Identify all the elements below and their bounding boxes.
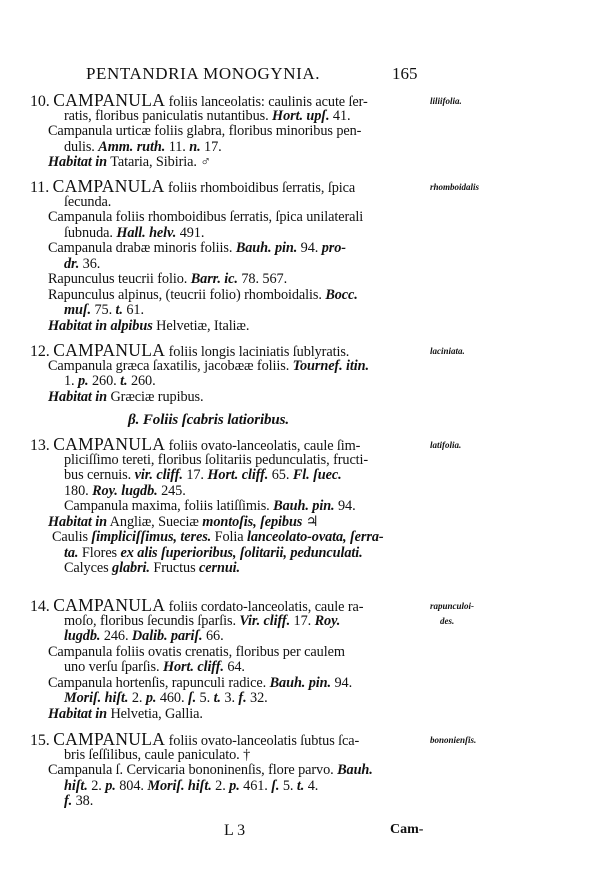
- italic-text: ſimpliciſſimus, teres.: [91, 529, 212, 545]
- synonym-line: [48, 762, 373, 778]
- synonym-line: [48, 123, 361, 139]
- roman-text: 36.: [79, 255, 101, 272]
- roman-text: 3.: [220, 690, 239, 706]
- roman-text: 65.: [268, 467, 293, 483]
- diagnosis-cont-line: [64, 498, 356, 514]
- roman-text: foliis ovato-lanceolatis, caule ſim-: [165, 438, 361, 454]
- italic-text: n.: [189, 138, 201, 155]
- italic-text: p.: [229, 777, 240, 794]
- diagnosis-cont-line: [64, 108, 350, 124]
- roman-text: 461.: [239, 777, 272, 794]
- roman-text: foliis cordato-lanceolatis, caule ra-: [165, 599, 364, 615]
- diagnosis-cont-line: [64, 747, 250, 763]
- italic-text: Hort. cliff.: [162, 659, 224, 675]
- roman-text: Campanula maxima, foliis latiſſimis.: [64, 498, 274, 514]
- roman-text: dulis.: [64, 138, 99, 155]
- roman-text: 17.: [290, 612, 315, 629]
- roman-text: foliis ovato-lanceolatis ſubtus ſca-: [165, 733, 360, 749]
- italic-text: lanceolato-ovata, ſerra-: [246, 529, 384, 545]
- italic-text: t.: [213, 690, 221, 706]
- synonym-line: [48, 209, 363, 225]
- roman-text: Helvetia, Gallia.: [106, 705, 203, 722]
- roman-text: Campanula drabæ minoris foliis.: [48, 240, 236, 256]
- italic-text: t.: [115, 302, 123, 318]
- italic-text: ſ.: [187, 690, 197, 706]
- margin-trivial-name: bononienſis.: [430, 735, 477, 745]
- roman-text: Campanula foliis ovatis crenatis, floribus per caulem: [48, 643, 345, 660]
- diagnosis-cont-line: [64, 628, 224, 644]
- habitat-line: [48, 706, 203, 722]
- roman-text: Campanula hortenſis, rapunculi radice.: [48, 674, 270, 691]
- roman-text: 180.: [64, 482, 93, 499]
- italic-text: glabri.: [112, 560, 150, 576]
- roman-text: 94.: [297, 240, 322, 256]
- roman-text: 17.: [182, 467, 208, 483]
- roman-text: Flores: [78, 544, 121, 561]
- roman-text: Fructus: [149, 560, 200, 576]
- italic-text: Amm. ruth.: [98, 138, 166, 155]
- genus-name: CAMPANULA: [53, 729, 166, 749]
- roman-text: Angliæ, Sueciæ: [106, 513, 203, 530]
- italic-text: Tournef. itin.: [292, 357, 369, 374]
- italic-text: Dalib. pariſ.: [131, 628, 203, 644]
- italic-text: t.: [296, 777, 305, 794]
- italic-text: p.: [105, 777, 116, 794]
- roman-text: 246.: [100, 628, 132, 644]
- entry-number: 14.: [30, 598, 50, 615]
- italic-text: ſ.: [271, 777, 280, 794]
- synonym-line: [48, 675, 352, 691]
- synonym-cont-line: [64, 793, 93, 809]
- roman-text: 64.: [223, 659, 245, 675]
- roman-text: pliciſſimo tereti, floribus ſolitariis pedunculatis, fructi-: [64, 451, 369, 468]
- diagnosis-cont-line: [64, 483, 186, 499]
- running-header: PENTANDRIA MONOGYNIA.: [86, 64, 321, 83]
- roman-text: 804.: [115, 777, 148, 794]
- roman-text: 5.: [279, 777, 297, 794]
- diagnosis-cont-line: [64, 467, 342, 483]
- entry-number: 12.: [30, 343, 50, 360]
- roman-text: ſubnuda.: [64, 224, 117, 241]
- italic-text: Habitat in: [48, 388, 107, 405]
- italic-text: p.: [78, 373, 89, 389]
- entry-number: 11.: [30, 179, 50, 196]
- roman-text: 61.: [122, 302, 144, 318]
- italic-text: Bauh. pin.: [269, 674, 331, 691]
- roman-text: 245.: [157, 482, 186, 499]
- catchword: Cam-: [390, 822, 424, 837]
- synonym-cont-line: [64, 373, 156, 389]
- roman-text: 491.: [176, 224, 205, 241]
- roman-text: ſecunda.: [64, 193, 112, 210]
- description-cont-line: [64, 545, 363, 561]
- roman-text: Campanula urticæ foliis glabra, floribus minoribus pen-: [48, 123, 362, 139]
- roman-text: 66.: [202, 628, 224, 644]
- genus-name: CAMPANULA: [53, 340, 166, 360]
- roman-text: uno verſu ſparſis.: [64, 659, 163, 675]
- roman-text: 2.: [87, 777, 106, 794]
- synonym-cont-line: [64, 225, 204, 241]
- roman-text: 75.: [91, 302, 116, 318]
- roman-text: 5.: [196, 690, 214, 706]
- roman-text: foliis rhomboidibus ſerratis, ſpica: [164, 180, 356, 196]
- roman-text: 11.: [165, 138, 190, 155]
- roman-text: bus cernuis.: [64, 467, 135, 483]
- description-line: [52, 529, 384, 545]
- roman-text: 2.: [211, 777, 230, 794]
- italic-text: muſ.: [64, 302, 92, 318]
- italic-text: vir. cliff.: [134, 467, 183, 483]
- synonym-cont-line: [64, 690, 268, 706]
- roman-text: moſo, floribus ſecundis ſparſis.: [64, 612, 240, 629]
- roman-text: Græciæ rupibus.: [106, 388, 204, 405]
- habitat-line: [48, 389, 203, 405]
- italic-text: Moriſ. hiſt.: [147, 777, 212, 794]
- roman-text: Rapunculus teucrii folio.: [48, 271, 191, 287]
- synonym-cont-line: [64, 256, 100, 272]
- synonym-cont-line: [64, 659, 245, 675]
- italic-text: cernui.: [199, 560, 241, 576]
- genus-name: CAMPANULA: [53, 595, 166, 615]
- italic-text: Barr. ic.: [190, 271, 238, 287]
- roman-text: 32.: [246, 690, 268, 706]
- synonym-line: [48, 287, 358, 303]
- italic-text: Bauh. pin.: [273, 498, 335, 514]
- synonym-cont-line: [64, 302, 144, 318]
- genus-name: CAMPANULA: [53, 90, 166, 110]
- margin-trivial-name: liliifolia.: [430, 96, 462, 106]
- synonym-line: [48, 358, 369, 374]
- roman-text: 41.: [329, 107, 351, 124]
- roman-text: Rapunculus alpinus, (teucrii folio) rhomboidalis.: [48, 286, 326, 303]
- page-number: 165: [392, 64, 418, 83]
- roman-text: 94.: [334, 498, 356, 514]
- roman-text: 460.: [156, 690, 188, 706]
- roman-text: Tataria, Sibiria. ♂: [106, 154, 211, 170]
- italic-text: lugdb.: [64, 628, 101, 644]
- roman-text: Campanula ſ. Cervicaria bononinenſis, flore parvo.: [48, 762, 338, 778]
- italic-text: montoſis, ſepibus: [202, 513, 303, 530]
- margin-trivial-name: des.: [440, 616, 455, 626]
- genus-name: CAMPANULA: [52, 176, 165, 196]
- italic-text: Habitat in: [48, 154, 107, 170]
- roman-text: 94.: [331, 674, 353, 691]
- roman-text: 4.: [304, 777, 319, 794]
- italic-text: f.: [64, 793, 73, 809]
- italic-text: Roy. lugdb.: [92, 482, 158, 499]
- italic-text: hiſt.: [64, 777, 88, 794]
- description-cont-line: [64, 560, 240, 576]
- italic-text: Habitat in: [48, 705, 107, 722]
- italic-text: Hall. helv.: [116, 224, 177, 241]
- synonym-line: [48, 271, 287, 287]
- roman-text: 78. 567.: [237, 271, 288, 287]
- italic-text: Bocc.: [325, 286, 358, 303]
- italic-text: t.: [120, 373, 128, 389]
- synonym-line: [48, 644, 345, 660]
- roman-text: ratis, floribus paniculatis nutantibus.: [64, 107, 273, 124]
- roman-text: Campanula græca ſaxatilis, jacobææ foliis.: [48, 357, 293, 374]
- habitat-line: [48, 514, 318, 530]
- italic-text: Hort. upſ.: [272, 107, 330, 124]
- signature-mark: L 3: [224, 822, 246, 839]
- roman-text: 38.: [72, 793, 94, 809]
- synonym-cont-line: [64, 139, 222, 155]
- margin-trivial-name: rhomboidalis: [430, 182, 480, 192]
- roman-text: Calyces: [64, 560, 113, 576]
- entry-number: 15.: [30, 732, 50, 749]
- roman-text: 17.: [200, 138, 222, 155]
- italic-text: ta.: [64, 544, 79, 561]
- genus-name: CAMPANULA: [53, 434, 166, 454]
- entry-number: 10.: [30, 93, 50, 110]
- italic-text: Habitat in: [48, 513, 107, 530]
- italic-text: p.: [145, 690, 157, 706]
- roman-text: 260.: [127, 373, 156, 389]
- roman-text: 1.: [64, 373, 78, 389]
- italic-text: Habitat in alpibus: [48, 317, 153, 334]
- italic-text: f.: [238, 690, 247, 706]
- habitat-line: [48, 318, 249, 334]
- synonym-cont-line: [64, 778, 318, 794]
- diagnosis-cont-line: [64, 452, 368, 468]
- entry-number: 13.: [30, 437, 50, 454]
- roman-text: ♃: [302, 513, 319, 530]
- roman-text: 2.: [128, 690, 146, 706]
- italic-text: Fl. ſuec.: [292, 467, 342, 483]
- roman-text: foliis lanceolatis: caulinis acute ſer-: [165, 94, 368, 110]
- italic-text: ex alis ſuperioribus, ſolitarii, pedunculati.: [120, 544, 363, 561]
- italic-text: Bauh.: [337, 762, 373, 778]
- variety-heading: β. Foliis ſcabris latioribus.: [128, 412, 290, 428]
- roman-text: Caulis: [52, 529, 92, 545]
- margin-trivial-name: latifolia.: [430, 440, 462, 450]
- italic-text: dr.: [64, 255, 80, 272]
- habitat-line: [48, 154, 211, 170]
- roman-text: 260.: [88, 373, 121, 389]
- italic-text: pro-: [321, 240, 346, 256]
- roman-text: Campanula foliis rhomboidibus ſerratis, ſpica unilaterali: [48, 209, 364, 225]
- diagnosis-cont-line: [64, 613, 340, 629]
- roman-text: Helvetiæ, Italiæ.: [152, 317, 250, 334]
- italic-text: Vir. cliff.: [239, 612, 291, 629]
- roman-text: bris ſeſſilibus, caule paniculato. †: [64, 746, 251, 763]
- italic-text: Moriſ. hiſt.: [64, 690, 129, 706]
- diagnosis-cont-line: [64, 194, 111, 210]
- italic-text: Roy.: [314, 612, 341, 629]
- margin-trivial-name: laciniata.: [430, 346, 465, 356]
- italic-text: Bauh. pin.: [235, 240, 298, 256]
- roman-text: Folia: [211, 529, 247, 545]
- italic-text: Hort. cliff.: [207, 467, 269, 483]
- roman-text: foliis longis laciniatis ſublyratis.: [165, 344, 350, 360]
- synonym-line: [48, 240, 346, 256]
- margin-trivial-name: rapunculoi-: [430, 601, 475, 611]
